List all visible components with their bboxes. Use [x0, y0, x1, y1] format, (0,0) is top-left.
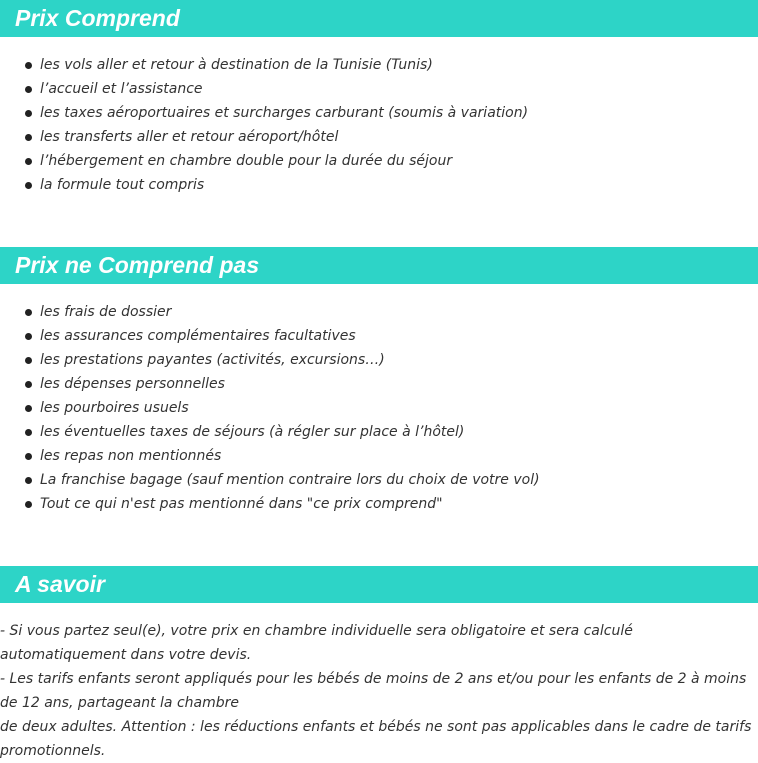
bullet-dot-icon	[25, 182, 32, 189]
bullet-dot-icon	[25, 501, 32, 508]
list-item	[0, 444, 740, 468]
info-paragraph: - Si vous partez seul(e), votre prix en chambre individuelle sera obligatoire et sera calculé automatiquement dans votre devis.	[0, 623, 633, 663]
list-item-text: les repas non mentionnés	[40, 448, 222, 464]
list-item-text: les transferts aller et retour aéroport/hôtel	[40, 129, 339, 145]
list-item-text: les assurances complémentaires facultatives	[40, 328, 356, 344]
list-item	[0, 149, 740, 173]
info-paragraph: - Les tarifs enfants seront appliqués pour les bébés de moins de 2 ans et/ou pour les enfants de 2 à moins de 12 ans, partageant la chambre	[0, 671, 747, 711]
list-item	[0, 125, 740, 149]
bullet-dot-icon	[25, 477, 32, 484]
list-item	[0, 372, 740, 396]
section-title-a-savoir: A savoir	[0, 566, 758, 603]
bullet-dot-icon	[25, 405, 32, 412]
list-item-text: l’hébergement en chambre double pour la durée du séjour	[40, 153, 453, 169]
section-title-prix-ne-comprend-pas: Prix ne Comprend pas	[0, 247, 758, 284]
included-list	[0, 53, 740, 197]
list-item-text: les dépenses personnelles	[40, 376, 225, 392]
excluded-list	[0, 300, 740, 516]
list-item	[0, 173, 740, 197]
bullet-dot-icon	[25, 134, 32, 141]
list-item-text: les frais de dossier	[40, 304, 172, 320]
list-item-text: les éventuelles taxes de séjours (à régler sur place à l’hôtel)	[40, 424, 465, 440]
list-item	[0, 53, 740, 77]
list-item	[0, 101, 740, 125]
list-item	[0, 348, 740, 372]
info-paragraph: de deux adultes. Attention : les réductions enfants et bébés ne sont pas applicables dans le cadre de tarifs promotionnels.	[0, 719, 752, 759]
bullet-dot-icon	[25, 357, 32, 364]
bullet-dot-icon	[25, 62, 32, 69]
list-item	[0, 492, 740, 516]
list-item-text: Tout ce qui n'est pas mentionné dans "ce prix comprend"	[40, 496, 443, 512]
bullet-dot-icon	[25, 86, 32, 93]
bullet-dot-icon	[25, 429, 32, 436]
bullet-dot-icon	[25, 309, 32, 316]
list-item-text: les vols aller et retour à destination de la Tunisie (Tunis)	[40, 57, 433, 73]
bullet-dot-icon	[25, 110, 32, 117]
bullet-dot-icon	[25, 381, 32, 388]
list-item	[0, 420, 740, 444]
list-item-text: les prestations payantes (activités, excursions…)	[40, 352, 385, 368]
section-title-prix-comprend: Prix Comprend	[0, 0, 758, 37]
list-item-text: les taxes aéroportuaires et surcharges carburant (soumis à variation)	[40, 105, 529, 121]
list-item-text: l’accueil et l’assistance	[40, 81, 203, 97]
bullet-dot-icon	[25, 453, 32, 460]
list-item-text: la formule tout compris	[40, 177, 205, 193]
bullet-dot-icon	[25, 158, 32, 165]
info-text-block	[0, 619, 756, 763]
list-item	[0, 300, 740, 324]
bullet-dot-icon	[25, 333, 32, 340]
list-item-text: les pourboires usuels	[40, 400, 189, 416]
list-item	[0, 324, 740, 348]
list-item	[0, 468, 740, 492]
list-item	[0, 396, 740, 420]
list-item	[0, 77, 740, 101]
list-item-text: La franchise bagage (sauf mention contraire lors du choix de votre vol)	[40, 472, 540, 488]
